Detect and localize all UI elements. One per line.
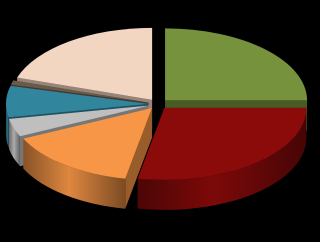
pie-slice (138, 108, 307, 210)
pie-slices (6, 28, 307, 210)
pie-slice-top (165, 28, 307, 100)
